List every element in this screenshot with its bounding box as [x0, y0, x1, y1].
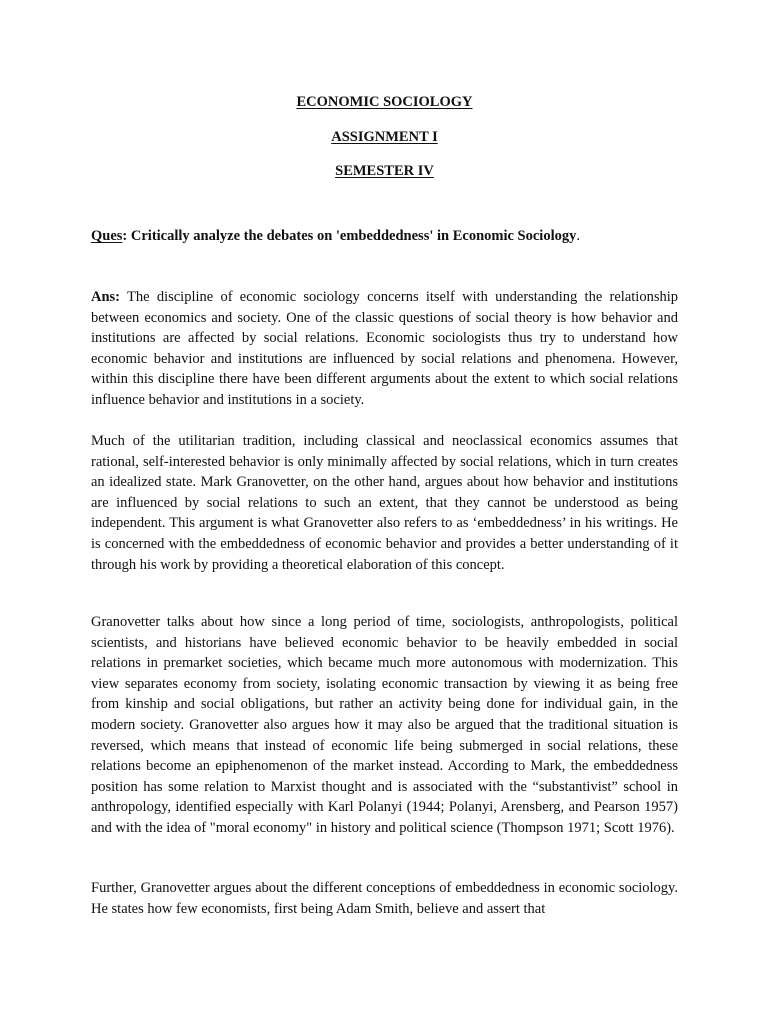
answer-paragraph-1 [91, 287, 678, 411]
course-title [91, 93, 678, 111]
semester-title-text: SEMESTER IV [335, 163, 434, 179]
assignment-title [91, 128, 678, 146]
question-text: Critically analyze the debates on 'embeddedness' in Economic Sociology [127, 228, 577, 244]
question-colon: : [122, 228, 128, 244]
answer-paragraph-1-text: The discipline of economic sociology concerns itself with understanding the relationship between economics and society. One of the classic questions of social theory is how behavior and institutions are affected by social relations. Economic sociologists thus try to understand how economic behavior and institutions are influenced by social relations and phenomena. However, within this discipline there have been different arguments about the extent to which social relations influence behavior and institutions in a society. [91, 289, 678, 408]
question [91, 227, 678, 245]
answer-paragraph-2 [91, 431, 678, 575]
answer-paragraph-3 [91, 612, 678, 839]
answer-paragraph-4-text: Further, Granovetter argues about the different conceptions of embeddedness in economic sociology. He states how few economists, first being Adam Smith, believe and assert that [91, 880, 678, 917]
answer-label: Ans: [91, 289, 121, 305]
semester-title [91, 162, 678, 180]
answer-paragraph-2-text: Much of the utilitarian tradition, including classical and neoclassical economics assumes that rational, self-interested behavior is only minimally affected by social relations, which in turn creates an idealized state. Mark Granovetter, on the other hand, argues about how behavior and institutions are influenced by social relations to such an extent, that they cannot be understood as being independent. This argument is what Granovetter also refers to as ‘embeddedness’ in his writings. He is concerned with the embeddedness of economic behavior and provides a better understanding of it through his work by providing a theoretical elaboration of this concept. [91, 433, 678, 573]
question-label: Ques [91, 228, 123, 244]
assignment-title-text: ASSIGNMENT I [331, 129, 438, 145]
answer-paragraph-3-text: Granovetter talks about how since a long period of time, sociologists, anthropologists, political scientists, and historians have believed economic behavior to be heavily embedded in social relations in premarket societies, which became much more autonomous with modernization. This view separates economy from society, isolating economic transaction by viewing it as being free from kinship and social obligations, but rather an activity being done for individual gain, in the modern society. Granovetter also argues how it may also be argued that the traditional situation is reversed, which means that instead of economic life being submerged in social relations, these relations become an epiphenomenon of the market instead. According to Mark, the embeddedness position has some relation to Marxist thought and is associated with the “substantivist” school in anthropology, identified especially with Karl Polanyi (1944; Polanyi, Arensberg, and Pearson 1957) and with the idea of "moral economy" in history and political science (Thompson 1971; Scott 1976). [91, 614, 678, 836]
question-end: . [576, 228, 580, 244]
course-title-text: ECONOMIC SOCIOLOGY [296, 94, 473, 110]
answer-paragraph-4 [91, 878, 678, 919]
